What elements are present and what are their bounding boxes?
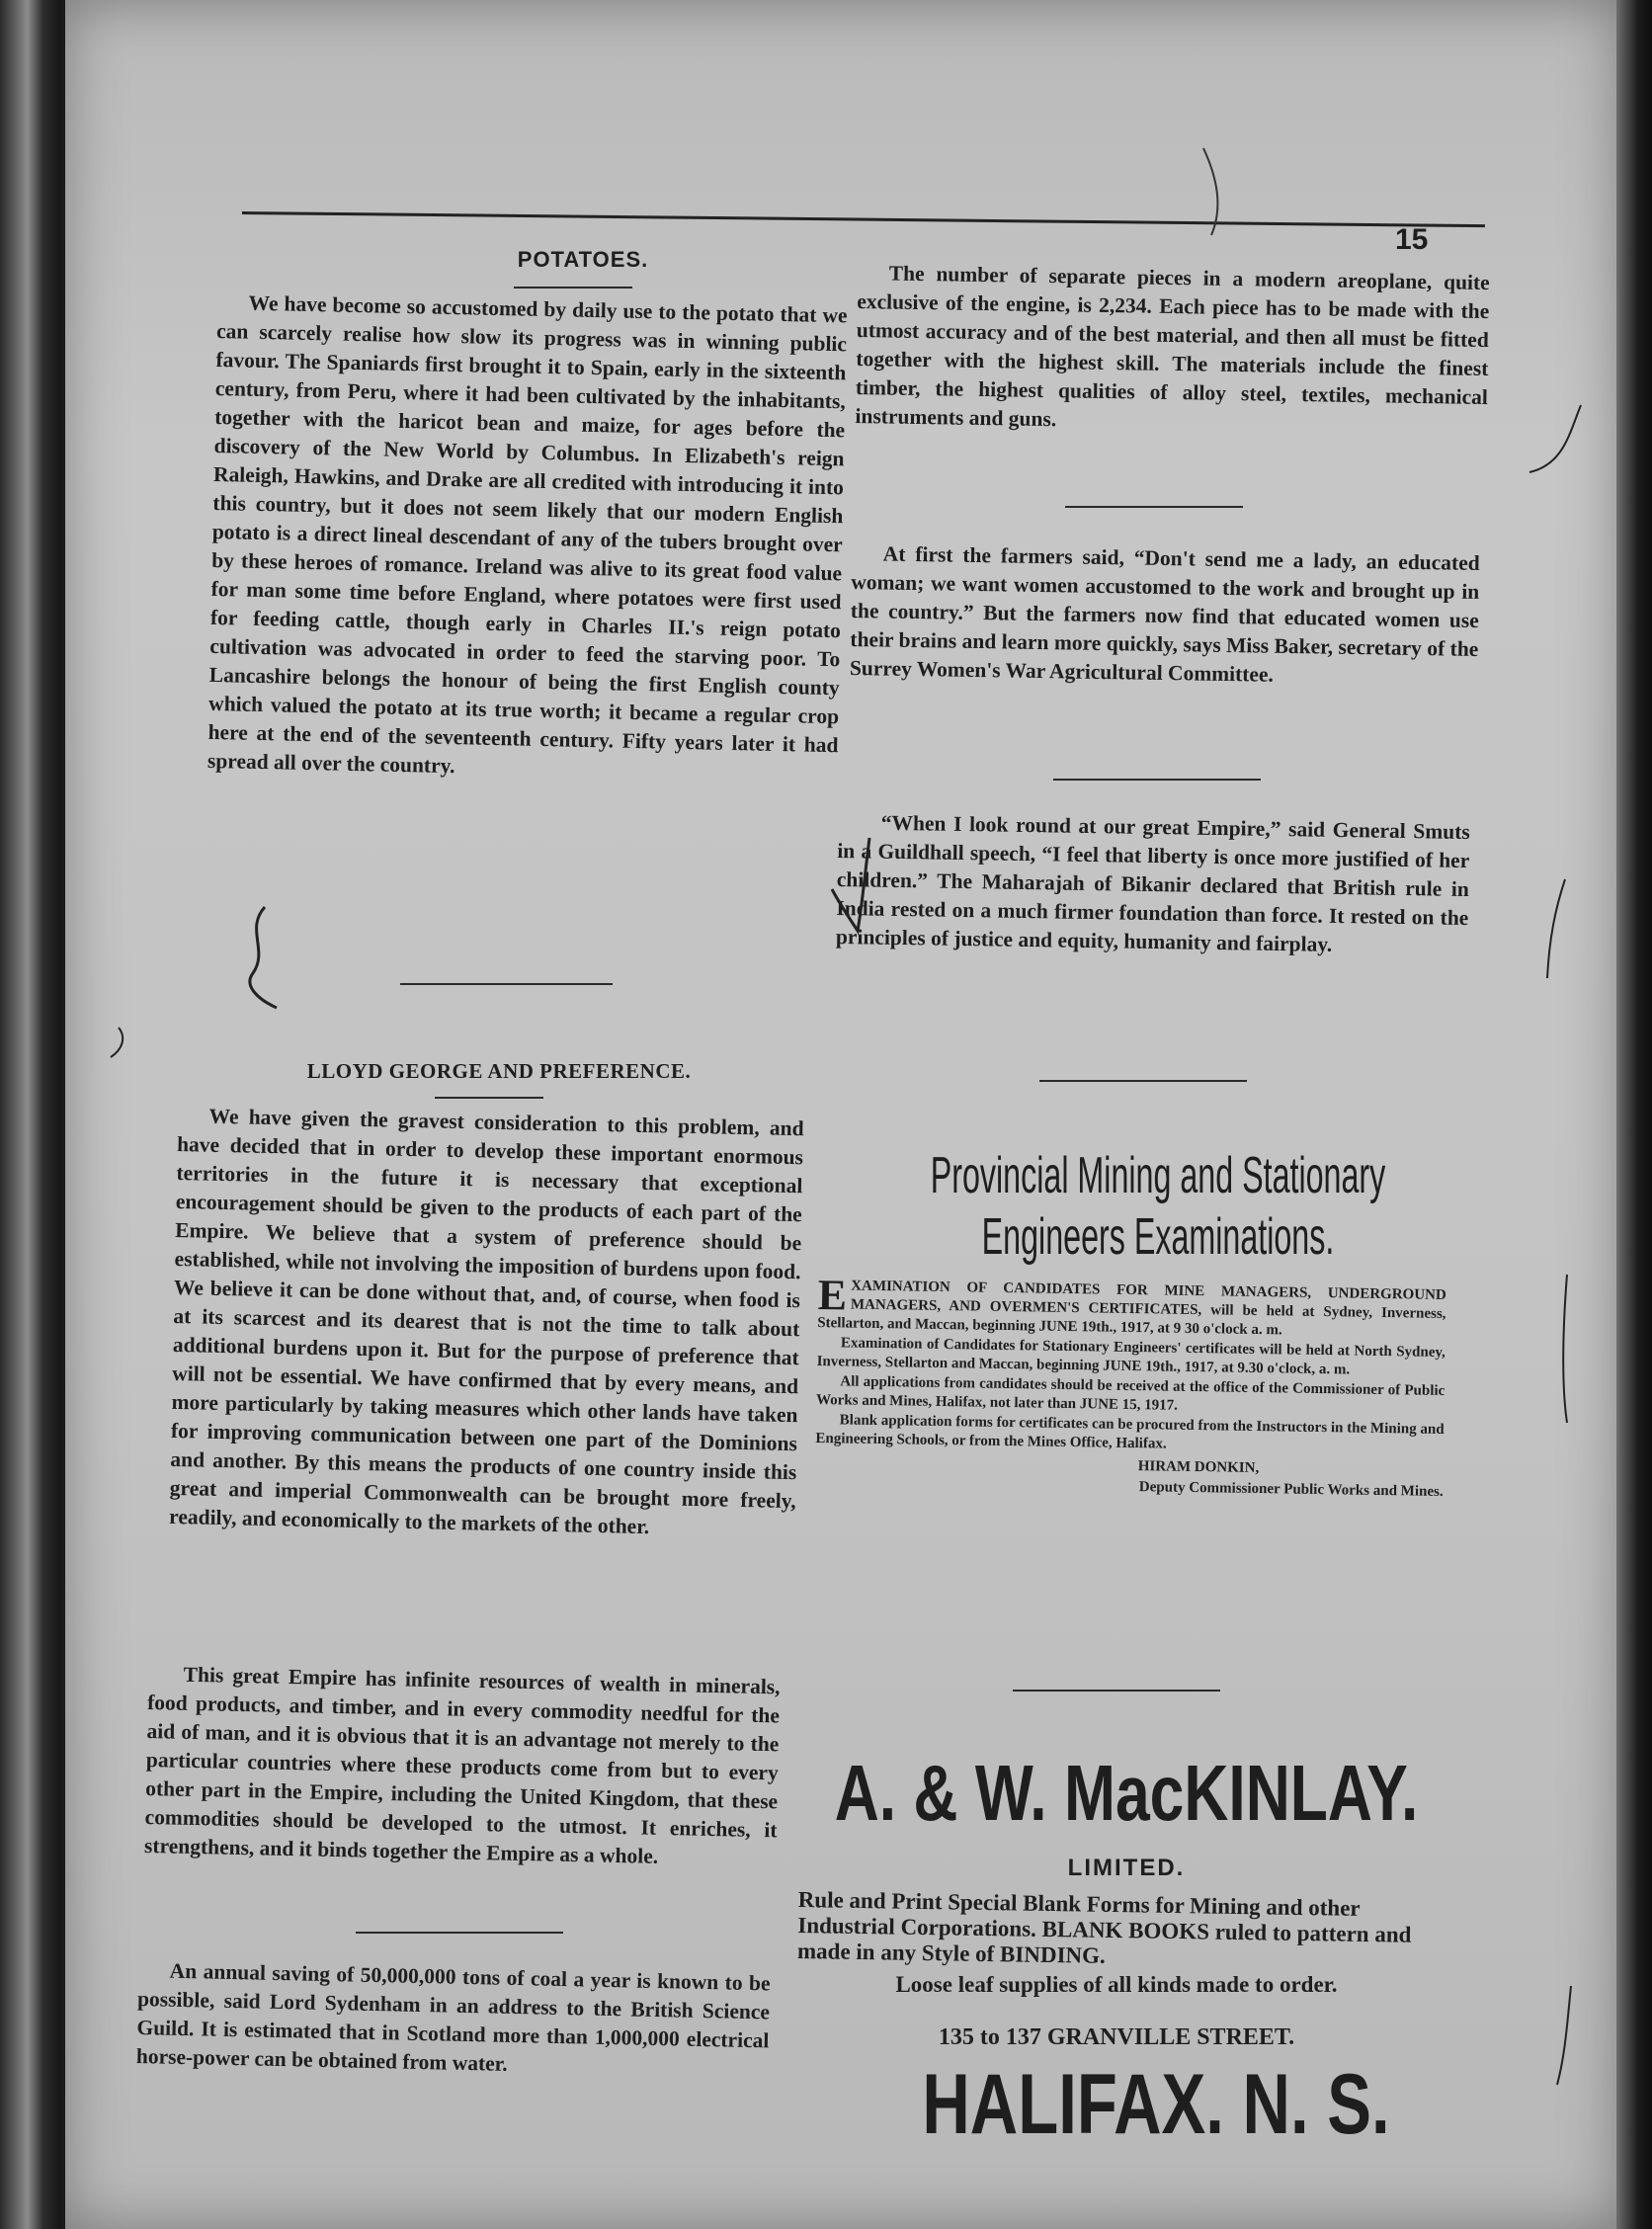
lloyd-george-paragraph-2: This great Empire has infinite resources of wealth in minerals, food products, and timber, and in every commodity needful for the aid of man, and it is obvious that it is an advantage not merely to the particular countries where these products come from but to every other part in the Empire, including the United Kingdom, that these commodities should be developed to the utmost. It enriches, it strengthens, and it binds together the Empire as a whole. (143, 1662, 781, 1868)
mackinlay-name: A. & W. MacKINLAY. (834, 1749, 1419, 1837)
page-number: 15 (1395, 223, 1429, 256)
exam-notice-paragraph-2: Examination of Candidates for Stationary Engineers' certificates will be held at North Sydney, Inverness, Stellarton and Maccan, beginning JUNE 19th., 1917, at 9.30 o'clock, a. m. (816, 1335, 1446, 1378)
lloyd-george-title: LLOYD GEORGE AND PREFERENCE. (306, 1059, 692, 1083)
section-divider (1039, 1080, 1247, 1082)
farmers-article: At first the farmers said, “Don't send me a lady, an educated woman; we want women accustomed to the work and brought up in the country.” But the farmers now find that educated women use their brains and learn more quickly, says Miss Baker, secretary of the Surrey Women's War Agricultural Committee. (849, 541, 1480, 687)
aeroplane-article: The number of separate pieces in a modern areoplane, quite exclusive of the engine, is 2,234. Each piece has to be made with the utmost accuracy and of the best material, and then all must be fitted together with the highest skill. The materials include the finest timber, the highest qualities of alloy steel, textiles, mechanical instruments and guns. (855, 261, 1490, 432)
section-divider (1013, 1690, 1220, 1692)
section-divider (400, 983, 613, 985)
exam-notice-title-line-1: Provincial Mining and Stationary (930, 1147, 1386, 1204)
exam-notice-signature-name: HIRAM DONKIN, (1137, 1458, 1260, 1477)
binding-edge (0, 0, 61, 2229)
exam-notice-paragraph-1: XAMINATION OF CANDIDATES FOR MINE MANAGERS, UNDERGROUND MANAGERS, AND OVERMEN'S CERTIFICATES, will be held at Sydney, Inverness, Stellarton, and Maccan, beginning JUNE 19th., 1917, at 9 30 o'clock a. m. (817, 1278, 1446, 1339)
mackinlay-city: HALIFAX. N. S. (922, 2057, 1390, 2152)
potatoes-article: We have become so accustomed by daily use to the potato that we can scarcely realise how slow its progress was in winning public favour. The Spaniards first brought it to Spain, early in the sixteenth century, from Peru, where it had been cultivated by the inhabitants, together with the haricot bean and maize, for ages before the discovery of the New World by Columbus. In Elizabeth's reign Raleigh, Hawkins, and Drake are all credited with introducing it into this country, but it does not seem likely that our modern English potato is a direct lineal descendant of any of the tubers brought over by these heroes of romance. Ireland was alive to its great food value for man some time before England, where potatoes were first used for feeding cattle, though early in Charles II.'s reign potato cultivation was advocated in order to feed the starving poor. To Lancashire belongs the honour of being the first English county which valued the potato at its true worth; it became a regular crop here at the end of the seventeenth century. Fifty years later it had spread all over the country. (206, 290, 848, 779)
mackinlay-limited: LIMITED. (1067, 1855, 1186, 1881)
coal-article: An annual saving of 50,000,000 tons of coal a year is known to be possible, said Lord Sydenham in an address to the British Science Guild. It is estimated that in Scotland more than 1,000,000 electrical horse-power can be obtained from water. (135, 1958, 771, 2076)
potatoes-title: POTATOES. (517, 247, 649, 272)
exam-notice-title-line-2: Engineers Examinations. (981, 1208, 1335, 1266)
exam-notice-body (815, 1271, 1446, 1502)
exam-notice-paragraph-3: All applications from candidates should be received at the office of the Commissioner of Public Works and Mines, Halifax, not later than JUNE 15, 1917. (815, 1373, 1446, 1414)
mackinlay-loose-leaf: Loose leaf supplies of all kinds made to order. (895, 1972, 1338, 1997)
lloyd-george-paragraph-1: We have given the gravest consideration to this problem, and have decided that in order to develop these important enormous territories in the future it is necessary that exceptional encouragement should be given to the products of each part of the Empire. We believe that a system of preference should be established, while not involving the imposition of burdens upon food. We believe it can be done without that, and, of course, when food is at its scarcest and its dearest that is not the time to talk about additional burdens upon it. But for the purpose of preference that will not be essential. We have confirmed that by every means, and more particularly by taking measures which other lands have taken for improving communication between one part of the Dominions and another. By this means the products of one country inside this great and imperial Commonwealth can be brought more freely, readily, and economically to the markets of the other. (168, 1104, 804, 1539)
section-divider (1065, 506, 1243, 508)
lloyd-george-title-rule (435, 1097, 543, 1099)
page-edge-shadow (1616, 0, 1652, 2229)
exam-notice-paragraph-4: Blank application forms for certificates can be procured from the Instructors in the Mining and Engineering Schools, or from the Mines Office, Halifax. (815, 1412, 1445, 1452)
exam-notice-dropcap: E (817, 1271, 848, 1320)
mackinlay-address: 135 to 137 GRANVILLE STREET. (938, 2024, 1295, 2050)
section-divider (1053, 779, 1261, 781)
mackinlay-services: Rule and Print Special Blank Forms for Mining and other Industrial Corporations. BLANK BOOKS ruled to pattern and made in any Style of BINDING. (796, 1887, 1412, 1968)
potatoes-title-rule (514, 287, 632, 289)
section-divider (356, 1932, 563, 1934)
smuts-article: “When I look round at our great Empire,” said General Smuts in a Guildhall speech, “I feel that liberty is once more justified of her children.” The Maharajah of Bikanir declared that British rule in India rested on a much firmer foundation than force. It rested on the principles of justice and equity, humanity and fairplay. (835, 810, 1470, 956)
exam-notice-signature-title: Deputy Commissioner Public Works and Mines. (1138, 1479, 1444, 1500)
